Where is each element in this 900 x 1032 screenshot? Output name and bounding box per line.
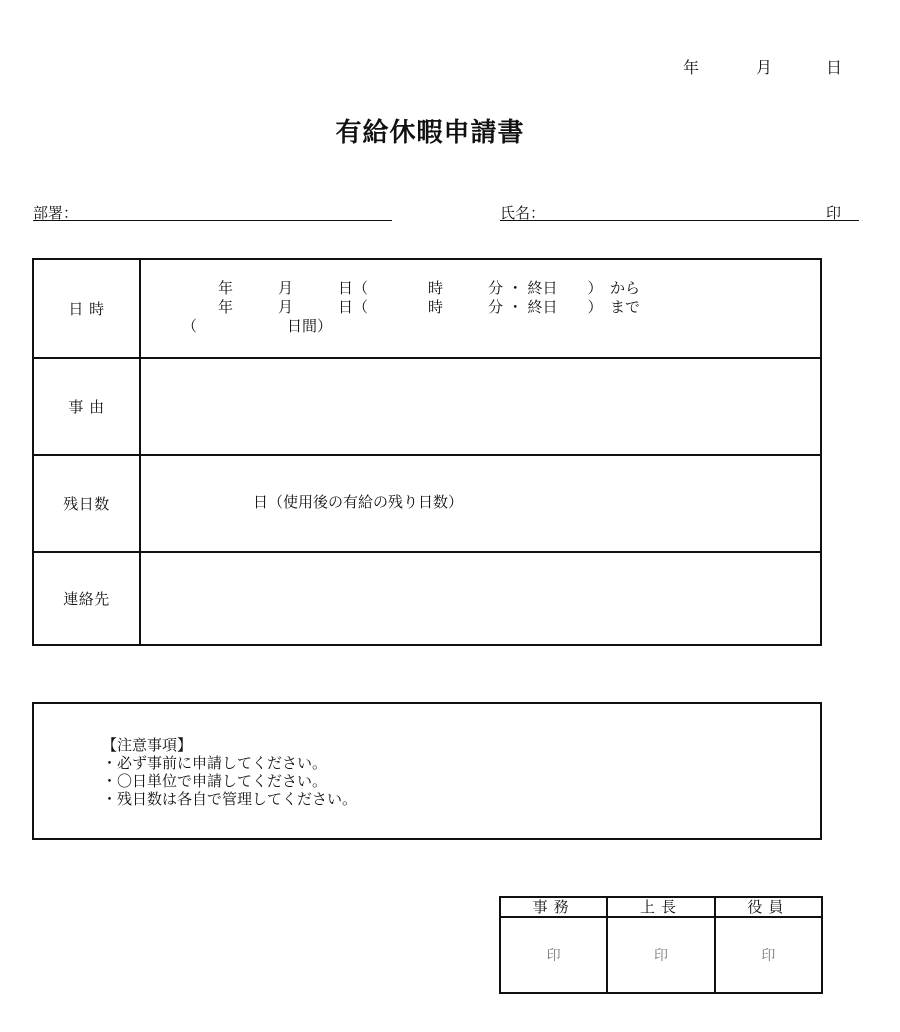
remaining-days-row [34,454,820,551]
reason-row [34,357,820,454]
reason-label: 事 由 [34,359,141,454]
seal-label: 印 [826,204,842,222]
notes-heading: 【注意事項】 [102,736,193,754]
approval-col-executive [714,898,821,992]
approval-stamp-supervisor[interactable]: 印 [653,948,668,964]
remaining-days-label: 残日数 [34,456,141,551]
datetime-line-from[interactable]: 年 月 日（ 時 分 ・ 終日 ） から [218,279,641,297]
datetime-label: 日 時 [34,260,141,357]
approval-stamp-office[interactable]: 印 [546,948,561,964]
datetime-line-days[interactable]: （ 日間） [182,317,333,335]
approval-stamp-executive[interactable]: 印 [761,948,776,964]
approval-head-executive: 役員 [716,898,821,918]
notes-item: ・〇日単位で申請してください。 [102,772,328,790]
name-field[interactable] [500,220,859,221]
reason-field[interactable] [141,359,820,454]
department-field[interactable] [33,220,392,221]
department-label: 部署： [33,204,79,222]
notes-list [102,736,357,808]
leave-details-table [32,258,822,646]
approval-col-supervisor [606,898,713,992]
approval-col-office [501,898,606,992]
approval-head-office: 事務 [501,898,606,918]
notes-item: ・必ず事前に申請してください。 [102,754,328,772]
name-label: 氏名： [500,204,546,222]
date-day-label: 日 [826,58,843,77]
contact-row [34,551,820,644]
contact-label: 連絡先 [34,553,141,644]
remaining-days-text[interactable]: 日（使用後の有給の残り日数） [253,493,464,511]
contact-field[interactable] [141,553,820,644]
page-title: 有給休暇申請書 [335,118,525,148]
notes-box [32,702,822,840]
date-month-label: 月 [756,58,773,77]
datetime-line-to[interactable]: 年 月 日（ 時 分 ・ 終日 ） まで [218,298,641,316]
approval-stamp-table [499,896,823,994]
datetime-row [34,260,820,357]
approval-head-supervisor: 上長 [608,898,713,918]
date-year-label: 年 [683,58,700,77]
notes-item: ・残日数は各自で管理してください。 [102,790,358,808]
